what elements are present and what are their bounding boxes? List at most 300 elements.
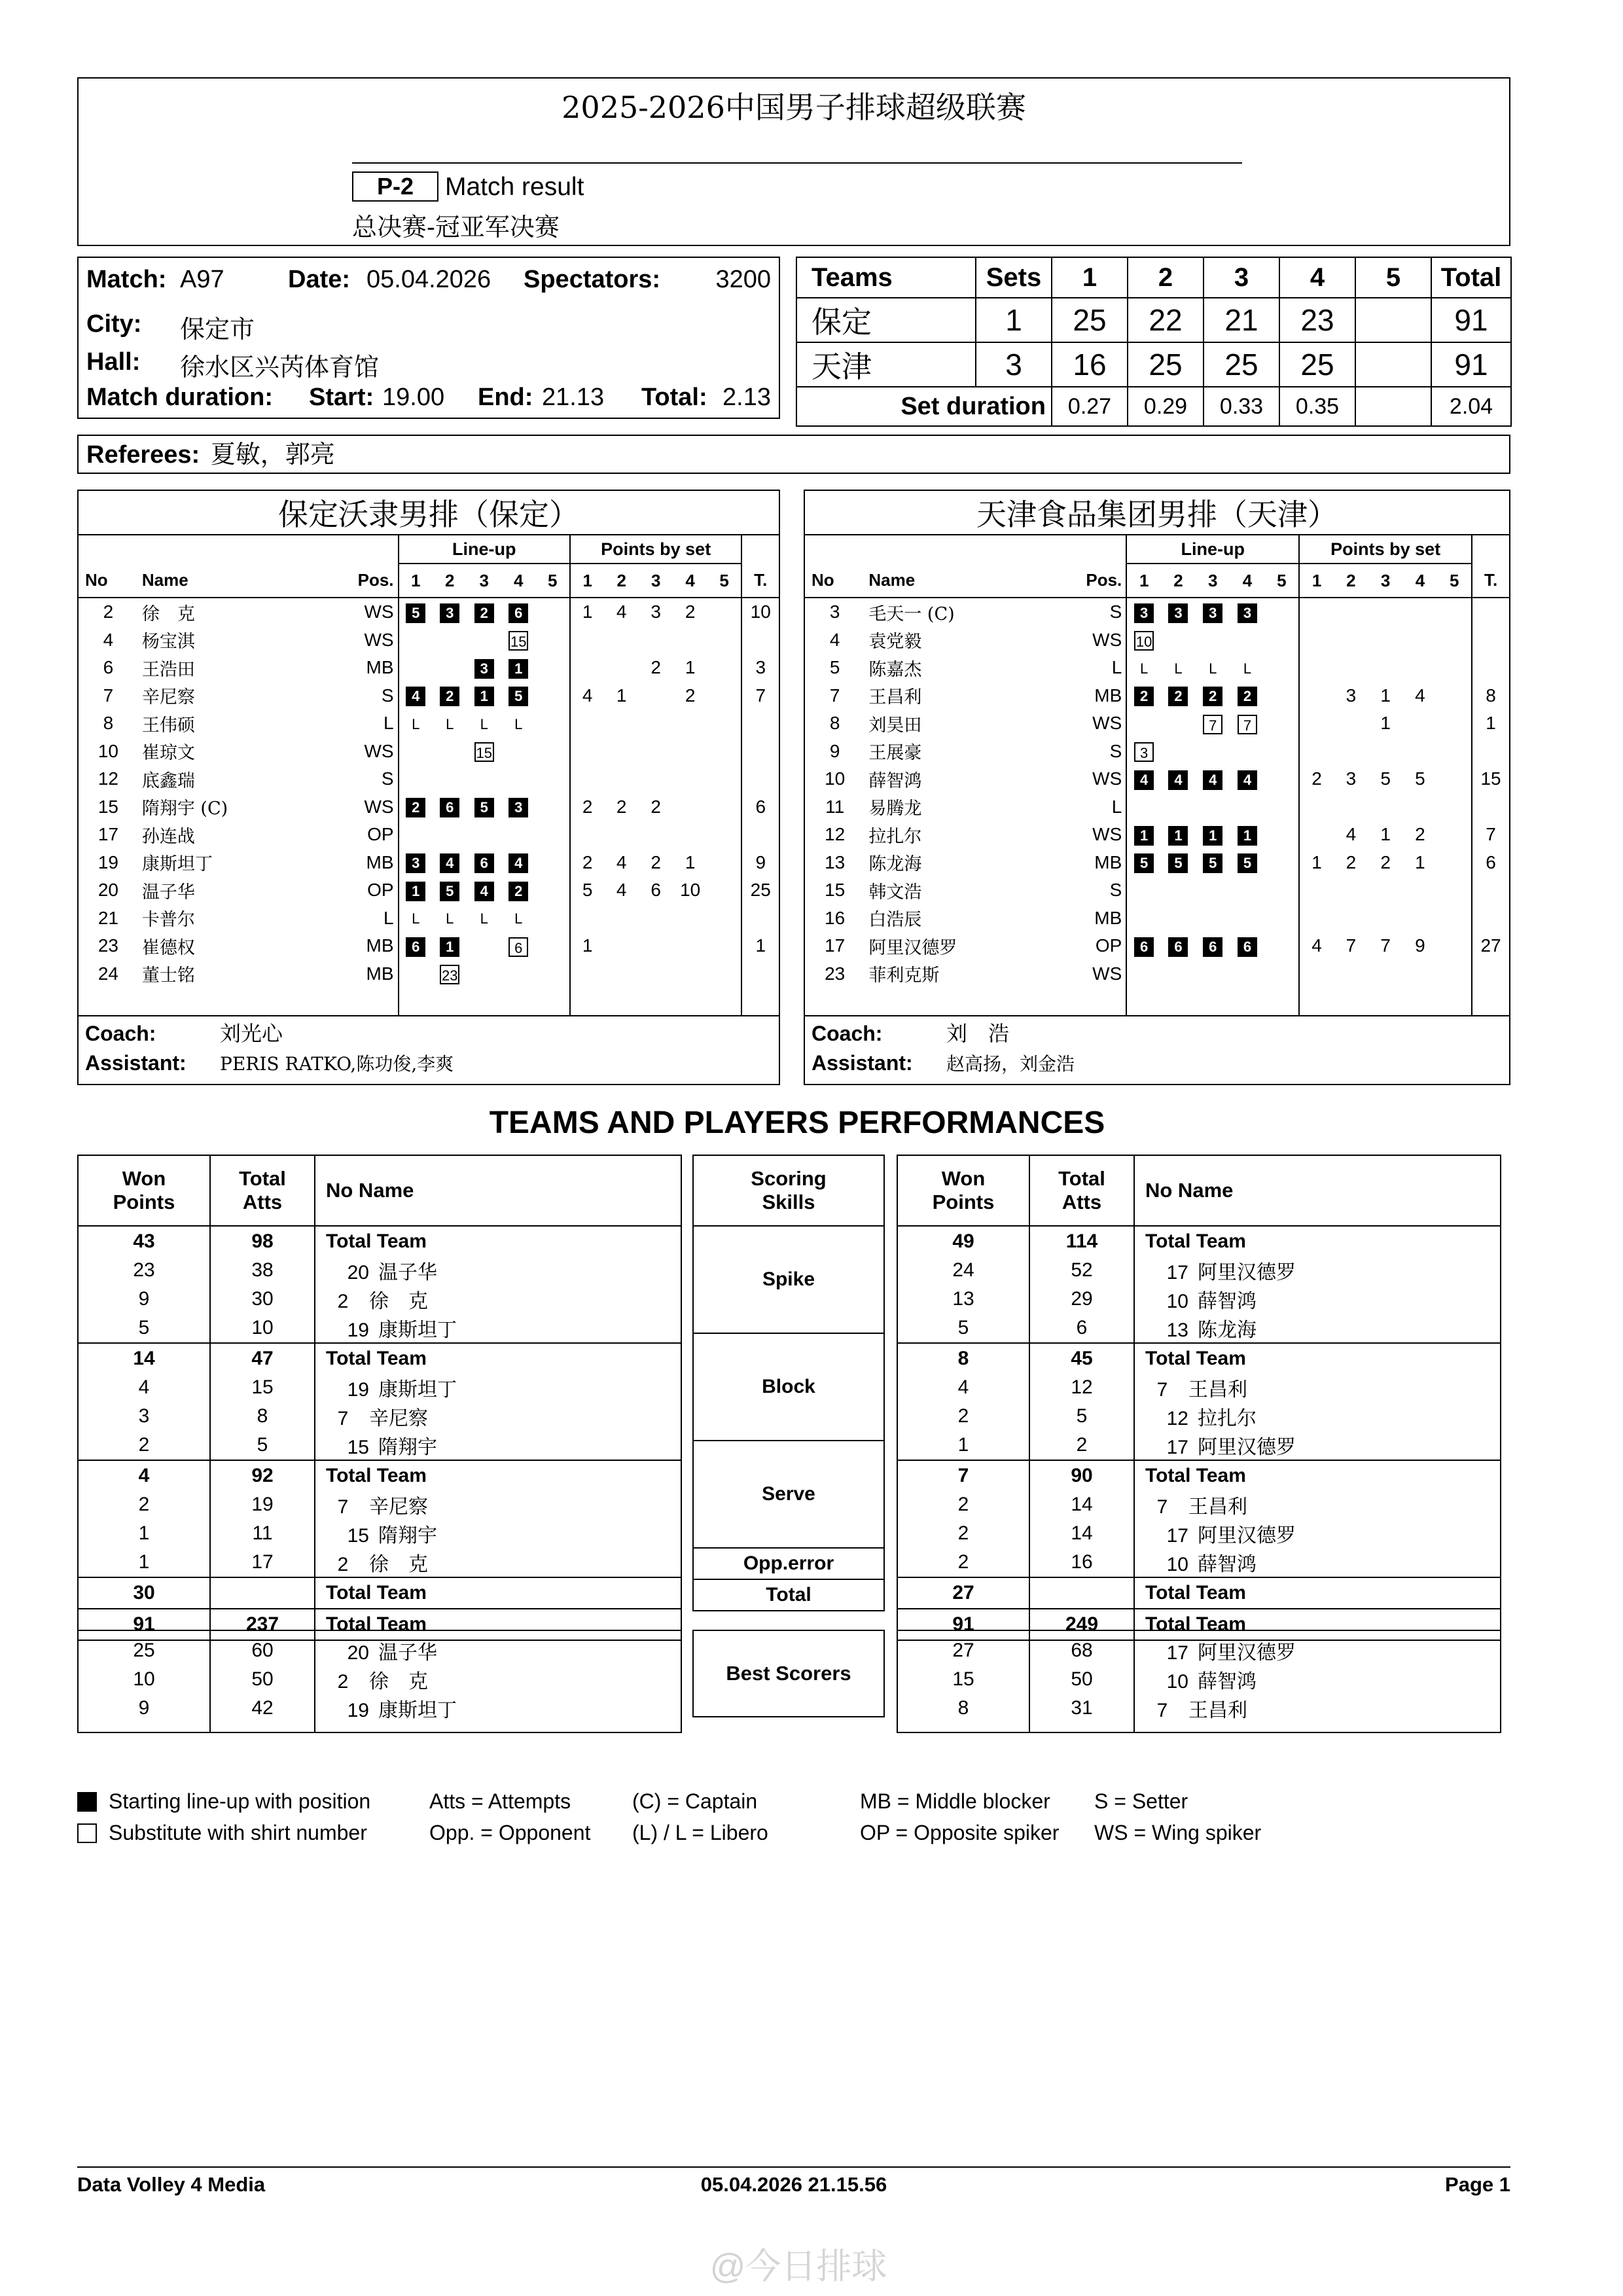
total-team-label: Total Team [1145, 1464, 1246, 1486]
player-row [805, 932, 1509, 960]
set-points: 5 [570, 876, 604, 905]
player-total: 1 [741, 932, 779, 960]
lineup-cell [399, 654, 433, 682]
set-points: 2 [1299, 765, 1334, 793]
header-box [77, 77, 1510, 246]
total-attempts: 68 [1029, 1636, 1134, 1665]
blank [897, 1723, 1029, 1732]
won-points: 2 [897, 1519, 1029, 1548]
set-points [1437, 626, 1472, 655]
total-attempts: 52 [1029, 1256, 1134, 1285]
score-row-home [796, 298, 1511, 342]
col-total: T. [1472, 564, 1509, 598]
set-duration: 0.35 [1279, 387, 1355, 426]
set-points [673, 793, 707, 821]
won-points: 2 [897, 1490, 1029, 1519]
set-points: 1 [570, 932, 604, 960]
player-number: 7 [1156, 1379, 1168, 1401]
player-number: 19 [347, 1319, 369, 1341]
total-attempts [210, 1577, 315, 1609]
duration-label: Match duration: [86, 384, 273, 411]
player-number: 7 [337, 1496, 349, 1518]
lineup-cell [1161, 932, 1196, 960]
player-cell [315, 1256, 681, 1285]
lineup-cell [1196, 821, 1230, 849]
player-number: 15 [825, 880, 846, 901]
performance-row [897, 1490, 1501, 1519]
set-points [1368, 738, 1403, 766]
player-position: WS [1092, 629, 1122, 650]
player-number: 20 [347, 1642, 369, 1664]
player-row [79, 821, 779, 849]
set-points [1437, 905, 1472, 933]
lineup-cell [535, 932, 569, 960]
won-points: 4 [78, 1373, 210, 1402]
starting-position-box: 1 [474, 687, 494, 706]
lineup-cell [1230, 905, 1265, 933]
set-points: 1 [1299, 849, 1334, 877]
lineup-cell [1196, 682, 1230, 710]
sets-won: 3 [976, 342, 1052, 387]
starting-position-box: 3 [1134, 603, 1154, 623]
player-cell [315, 1402, 681, 1431]
set-points: 9 [1415, 935, 1425, 956]
set-points [673, 738, 707, 766]
hall-label: Hall: [86, 348, 141, 376]
won-points: 10 [78, 1665, 210, 1694]
lineup-cell [501, 932, 535, 960]
player-row [805, 654, 1509, 682]
player-number: 10 [1166, 1671, 1188, 1693]
set-points [1368, 876, 1403, 905]
set-points: 1 [1380, 685, 1391, 706]
total-attempts: 12 [1029, 1373, 1134, 1402]
set-points [1403, 598, 1438, 626]
scoring-skills-header: Scoring Skills [693, 1155, 884, 1226]
set-points: 4 [1346, 824, 1357, 845]
player-number: 2 [103, 601, 114, 622]
player-name: 王浩田 [141, 659, 195, 680]
legend-item: MB = Middle blocker [860, 1789, 1050, 1813]
total-attempts: 98 [210, 1226, 315, 1256]
set-points [604, 654, 638, 682]
lineup-cell [1126, 905, 1161, 933]
lineup-set-2: 2 [433, 564, 467, 598]
player-name: 毛天一 (C) [868, 603, 955, 624]
performance-row [78, 1343, 681, 1373]
player-total: 8 [1472, 682, 1509, 710]
set-points [604, 932, 638, 960]
set-points: 1 [570, 598, 604, 626]
player-cell [315, 1548, 681, 1577]
set-points [1299, 738, 1334, 766]
lineup-cell [1126, 932, 1161, 960]
set-points: 4 [616, 601, 627, 622]
total-attempts: 60 [210, 1636, 315, 1665]
player-name: 阿里汉德罗 [1198, 1524, 1296, 1547]
player-row [79, 960, 779, 988]
total-attempts: 2 [1029, 1431, 1134, 1460]
set-points [639, 932, 673, 960]
set-points [1299, 598, 1334, 626]
performance-row [897, 1577, 1501, 1609]
best-scorer-row [78, 1665, 681, 1694]
player-total: 7 [1472, 821, 1509, 849]
player-position: MB [366, 657, 394, 678]
coach-label: Coach: [85, 1022, 156, 1045]
player-name: 辛尼察 [369, 1496, 428, 1518]
col-pos: Pos. [344, 564, 399, 598]
set-points [1437, 765, 1472, 793]
performance-row [897, 1460, 1501, 1490]
set-points [673, 960, 707, 988]
lineup-cell [1126, 849, 1161, 877]
player-total [1472, 626, 1509, 655]
total-points: 91 [1431, 298, 1511, 342]
set-points [1299, 654, 1334, 682]
player-position: MB [1094, 852, 1122, 872]
player-number: 2 [337, 1554, 349, 1575]
set-points [604, 709, 638, 738]
lineup-cell [1196, 654, 1230, 682]
player-position: MB [366, 852, 394, 872]
duration-total: 2.04 [1431, 387, 1511, 426]
starting-position-box: 4 [474, 882, 494, 901]
player-position: MB [366, 963, 394, 984]
set-points [1299, 876, 1334, 905]
lineup-cell [433, 626, 467, 655]
player-name: 王昌利 [868, 687, 922, 708]
end-time: 21.13 [542, 384, 605, 411]
player-total: 25 [741, 876, 779, 905]
set-points: 2 [651, 657, 661, 678]
set-points [707, 821, 741, 849]
player-name: 韩文浩 [868, 882, 922, 903]
total-attempts: 30 [210, 1285, 315, 1314]
name-header: No Name [315, 1155, 681, 1226]
assistant-names: 赵高扬，刘金浩 [946, 1053, 1075, 1075]
lineup-cell [399, 765, 433, 793]
total-team-label: Total Team [326, 1613, 427, 1635]
starting-position-box: 6 [1238, 937, 1257, 957]
won-points: 2 [78, 1431, 210, 1460]
player-name: 陈嘉杰 [868, 659, 922, 680]
player-name: 温子华 [141, 882, 195, 903]
lineup-cell [535, 905, 569, 933]
player-row [805, 598, 1509, 626]
set-points: 2 [570, 849, 604, 877]
lineup-cell [467, 598, 501, 626]
home-roster-table [79, 491, 779, 1078]
set-points [1437, 738, 1472, 766]
player-number: 12 [1166, 1408, 1188, 1429]
won-points: 13 [897, 1285, 1029, 1314]
player-cell [1134, 1431, 1501, 1460]
player-position: OP [367, 880, 394, 901]
set-score: 25 [1204, 342, 1279, 387]
match-info-box [77, 257, 780, 419]
legend-item: OP = Opposite spiker [860, 1821, 1060, 1844]
points-by-set-header: Points by set [570, 535, 741, 564]
set-points: 1 [1415, 852, 1425, 872]
player-number: 4 [829, 629, 840, 650]
blank [210, 1630, 315, 1636]
player-cell [1134, 1226, 1501, 1256]
player-cell [1134, 1343, 1501, 1373]
player-name: 徐 克 [369, 1553, 428, 1576]
legend-item: Starting line-up with position [109, 1789, 371, 1813]
player-number: 10 [825, 768, 846, 789]
player-position: L [1111, 796, 1122, 817]
set-points [604, 960, 638, 988]
lineup-cell [1161, 598, 1196, 626]
player-position: WS [364, 796, 394, 817]
set-points [1368, 905, 1403, 933]
player-name: 王昌利 [1188, 1378, 1247, 1401]
starting-position-box: 1 [1238, 826, 1257, 846]
lineup-cell [1264, 598, 1299, 626]
libero-mark: L [412, 715, 420, 732]
starting-position-box: 2 [1134, 687, 1154, 706]
total-time: 2.13 [722, 384, 771, 411]
performance-row [78, 1577, 681, 1609]
lineup-cell [501, 738, 535, 766]
assistant-label: Assistant: [812, 1051, 913, 1075]
col-pos: Pos. [1072, 564, 1126, 598]
won-points: 25 [78, 1636, 210, 1665]
player-cell [1134, 1665, 1501, 1694]
libero-mark: L [1140, 660, 1149, 677]
performance-row [897, 1548, 1501, 1577]
starting-position-box: 3 [1238, 603, 1257, 623]
performance-row [78, 1431, 681, 1460]
player-name: 陈龙海 [868, 854, 922, 875]
player-name: 底鑫瑞 [141, 770, 195, 791]
scoring-skills-table [692, 1155, 885, 1611]
lineup-cell [467, 821, 501, 849]
total-attempts: 114 [1029, 1226, 1134, 1256]
player-cell [315, 1490, 681, 1519]
won-points: 14 [78, 1343, 210, 1373]
lineup-cell [1230, 793, 1265, 821]
set-points [673, 821, 707, 849]
start-label: Start: [309, 384, 374, 411]
player-position: WS [1092, 768, 1122, 789]
player-position: WS [1092, 713, 1122, 734]
player-cell [315, 1636, 681, 1665]
watermark: @今日排球 [709, 2247, 887, 2286]
blank [741, 988, 779, 1016]
player-name: 温子华 [378, 1641, 437, 1664]
player-name: 康斯坦丁 [378, 1378, 457, 1401]
player-number: 19 [347, 1379, 369, 1401]
player-total [741, 709, 779, 738]
player-number: 2 [337, 1291, 349, 1312]
end-label: End: [478, 384, 533, 411]
set-points [1403, 905, 1438, 933]
lineup-cell [467, 849, 501, 877]
won-points: 1 [897, 1431, 1029, 1460]
player-total: 9 [741, 849, 779, 877]
player-name: 阿里汉德罗 [1198, 1261, 1296, 1284]
player-name: 康斯坦丁 [141, 854, 213, 875]
set-points [1299, 960, 1334, 988]
player-name: 薛智鸿 [868, 770, 922, 791]
set-points: 2 [651, 796, 661, 817]
lineup-cell [1230, 849, 1265, 877]
match-date: 05.04.2026 [366, 266, 491, 293]
total-attempts: 5 [210, 1431, 315, 1460]
starting-position-box: 5 [1203, 853, 1222, 873]
player-position: S [1109, 601, 1122, 622]
best-scorers-label: Best Scorers [692, 1630, 885, 1717]
starting-position-box: 1 [1168, 826, 1188, 846]
points-set-3: 3 [639, 564, 673, 598]
performance-row [897, 1314, 1501, 1343]
legend-item: Opp. = Opponent [429, 1821, 591, 1844]
player-number: 7 [103, 685, 114, 706]
lineup-cell [1126, 682, 1161, 710]
lineup-cell [535, 598, 569, 626]
match-label: Match: [86, 266, 167, 293]
lineup-cell [1264, 876, 1299, 905]
lineup-cell [1264, 682, 1299, 710]
libero-mark: L [412, 910, 420, 927]
skill-block: Block [693, 1333, 884, 1441]
player-name: 隋翔宇 [378, 1436, 437, 1459]
set-score: 25 [1128, 342, 1204, 387]
player-number: 5 [829, 657, 840, 678]
city-label: City: [86, 310, 142, 338]
lineup-cell [1126, 821, 1161, 849]
blank [1134, 1630, 1501, 1636]
player-position: L [383, 713, 394, 734]
won-points: 91 [897, 1609, 1029, 1640]
blank [399, 988, 570, 1016]
set-points [1403, 793, 1438, 821]
starting-position-box: 5 [440, 882, 459, 901]
blank [1299, 988, 1472, 1016]
player-cell [315, 1460, 681, 1490]
blank [210, 1723, 315, 1732]
starting-position-box: 4 [508, 853, 528, 873]
player-number: 19 [347, 1700, 369, 1721]
set-points [1368, 598, 1403, 626]
team-name-header: 保定沃隶男排（保定） [79, 491, 779, 535]
player-row [805, 793, 1509, 821]
coach-name: 刘 浩 [946, 1021, 1010, 1046]
performance-row [78, 1256, 681, 1285]
document-code: P-2 [352, 171, 438, 202]
set-points [1334, 960, 1368, 988]
player-name: 阿里汉德罗 [1198, 1436, 1296, 1459]
set-points: 6 [651, 880, 661, 901]
points-set-3: 3 [1368, 564, 1403, 598]
lineup-cell [1230, 876, 1265, 905]
won-points: 4 [897, 1373, 1029, 1402]
player-name: 孙连战 [141, 826, 195, 847]
skill-serve: Serve [693, 1441, 884, 1548]
set-5-header: 5 [1355, 257, 1431, 298]
lineup-cell [1230, 682, 1265, 710]
total-attempts: 16 [1029, 1548, 1134, 1577]
lineup-cell [1230, 765, 1265, 793]
set-points [1403, 960, 1438, 988]
lineup-cell [467, 626, 501, 655]
lineup-set-1: 1 [399, 564, 433, 598]
lineup-cell [1230, 598, 1265, 626]
lineup-cell [535, 682, 569, 710]
spectators-count: 3200 [715, 266, 771, 293]
player-cell [1134, 1694, 1501, 1723]
player-row [79, 626, 779, 655]
total-team-label: Total Team [1145, 1230, 1246, 1252]
substitute-box: 15 [508, 631, 528, 651]
lineup-cell [1230, 654, 1265, 682]
set-points [707, 654, 741, 682]
player-row [79, 709, 779, 738]
legend [77, 1788, 1517, 1860]
set-points [707, 876, 741, 905]
set-points [1437, 793, 1472, 821]
lineup-cell [1196, 598, 1230, 626]
set-points [1299, 626, 1334, 655]
player-position: MB [366, 935, 394, 956]
player-cell [1134, 1636, 1501, 1665]
starting-position-box: 6 [474, 853, 494, 873]
lineup-cell [501, 960, 535, 988]
blank [78, 1630, 210, 1636]
lineup-cell [1230, 738, 1265, 766]
player-row [805, 709, 1509, 738]
player-number: 7 [1156, 1496, 1168, 1518]
city-value: 保定市 [180, 315, 255, 344]
set-points [707, 849, 741, 877]
starting-position-box: 5 [1134, 853, 1154, 873]
set-points [1299, 682, 1334, 710]
lineup-cell [1230, 626, 1265, 655]
set-points [1437, 598, 1472, 626]
best-scorer-row [78, 1636, 681, 1665]
player-cell [1134, 1490, 1501, 1519]
lineup-header: Line-up [1126, 535, 1299, 564]
player-row [805, 876, 1509, 905]
set-points [707, 682, 741, 710]
col-name: Name [865, 564, 1072, 598]
player-total [1472, 654, 1509, 682]
player-number: 13 [825, 852, 846, 872]
blank [1472, 535, 1509, 564]
team-name: 保定 [796, 298, 976, 342]
performance-row [78, 1314, 681, 1343]
won-points: 1 [78, 1548, 210, 1577]
player-name: 温子华 [378, 1261, 437, 1284]
lineup-cell [535, 738, 569, 766]
starting-position-box: 3 [1203, 603, 1222, 623]
lineup-cell [1126, 876, 1161, 905]
blank [741, 535, 779, 564]
player-row [79, 654, 779, 682]
assistant-line [805, 1048, 1509, 1078]
lineup-cell [1161, 793, 1196, 821]
player-number: 15 [98, 796, 118, 817]
footer-timestamp: 05.04.2026 21.15.56 [700, 2173, 887, 2196]
lineup-cell [433, 960, 467, 988]
set-points: 10 [680, 880, 701, 901]
player-row [805, 626, 1509, 655]
set-points [1403, 738, 1438, 766]
starting-position-box: 1 [1134, 826, 1154, 846]
